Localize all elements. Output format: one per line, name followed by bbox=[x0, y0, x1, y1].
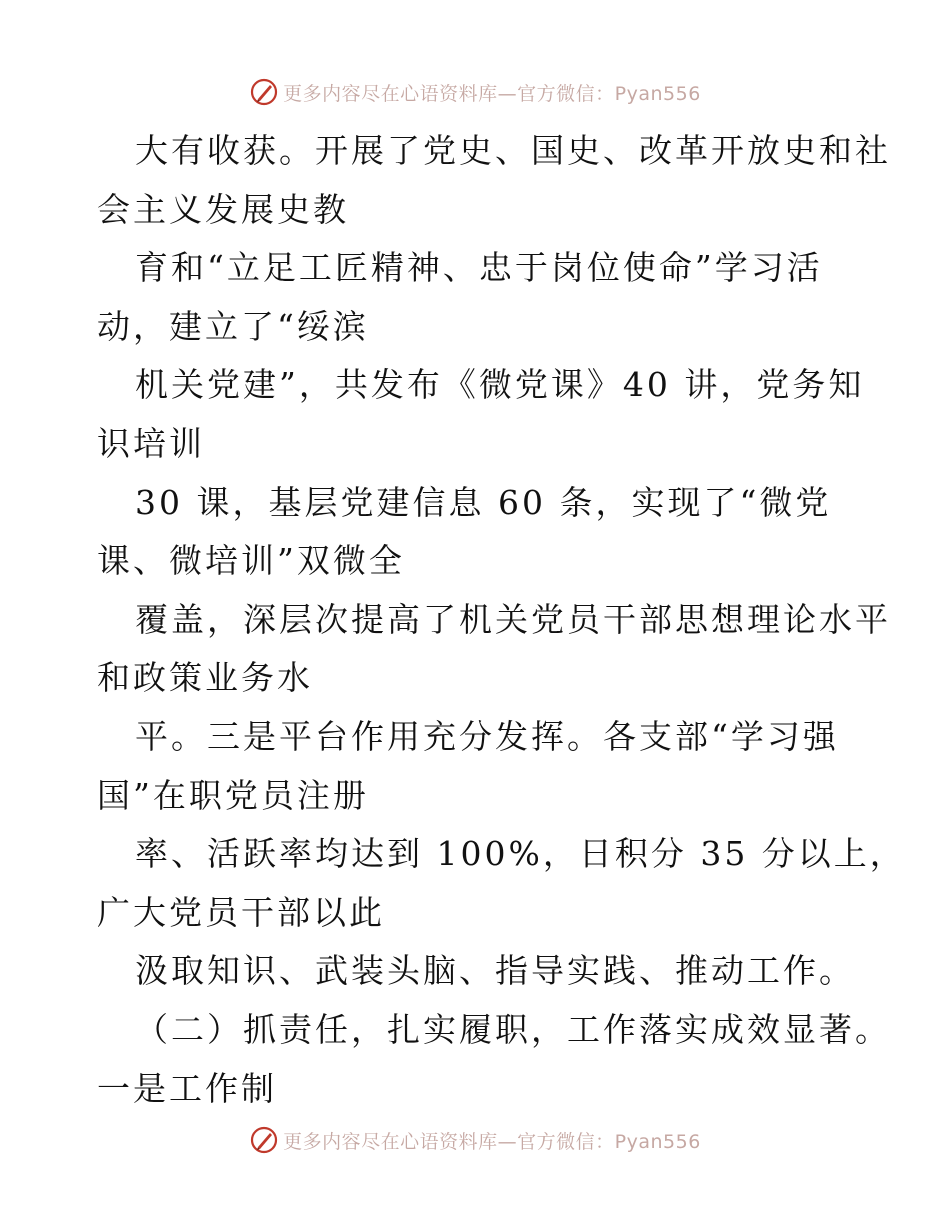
watermark-text: 更多内容尽在心语资料库—官方微信：Pyan556 bbox=[283, 82, 701, 105]
body-line: 国”在职党员注册 bbox=[97, 775, 369, 815]
body-line: 动，建立了“绥滨 bbox=[97, 306, 369, 346]
body-line: 大有收获。开展了党史、国史、改革开放史和社 bbox=[135, 131, 891, 170]
footer-watermark bbox=[0, 1120, 950, 1160]
pen-logo-icon bbox=[249, 1125, 279, 1155]
body-line: （二）抓责任，扎实履职，工作落实成效显著。 bbox=[135, 1009, 891, 1049]
body-line: 育和“立足工匠精神、忠于岗位使命”学习活 bbox=[135, 248, 823, 288]
watermark-text: 更多内容尽在心语资料库—官方微信：Pyan556 bbox=[283, 1130, 701, 1153]
body-line: 一是工作制 bbox=[97, 1068, 277, 1108]
body-line: 课、微培训”双微全 bbox=[97, 541, 405, 581]
body-line: 率、活跃率均达到 100%，日积分 35 分以上， bbox=[135, 834, 906, 874]
document-body bbox=[97, 122, 906, 1118]
body-line: 会主义发展史教 bbox=[97, 189, 349, 229]
pen-logo-icon bbox=[249, 77, 279, 107]
body-line: 广大党员干部以此 bbox=[97, 892, 385, 932]
body-line: 和政策业务水 bbox=[97, 658, 313, 698]
body-line: 汲取知识、武装头脑、指导实践、推动工作。 bbox=[135, 951, 855, 991]
header-watermark bbox=[0, 72, 950, 112]
body-line: 识培训 bbox=[97, 423, 205, 463]
body-line: 覆盖，深层次提高了机关党员干部思想理论水平 bbox=[135, 599, 891, 639]
body-line: 机关党建”，共发布《微党课》40 讲，党务知 bbox=[135, 365, 865, 405]
body-line: 30 课，基层党建信息 60 条，实现了“微党 bbox=[135, 482, 832, 522]
body-line: 平。三是平台作用充分发挥。各支部“学习强 bbox=[135, 716, 839, 756]
